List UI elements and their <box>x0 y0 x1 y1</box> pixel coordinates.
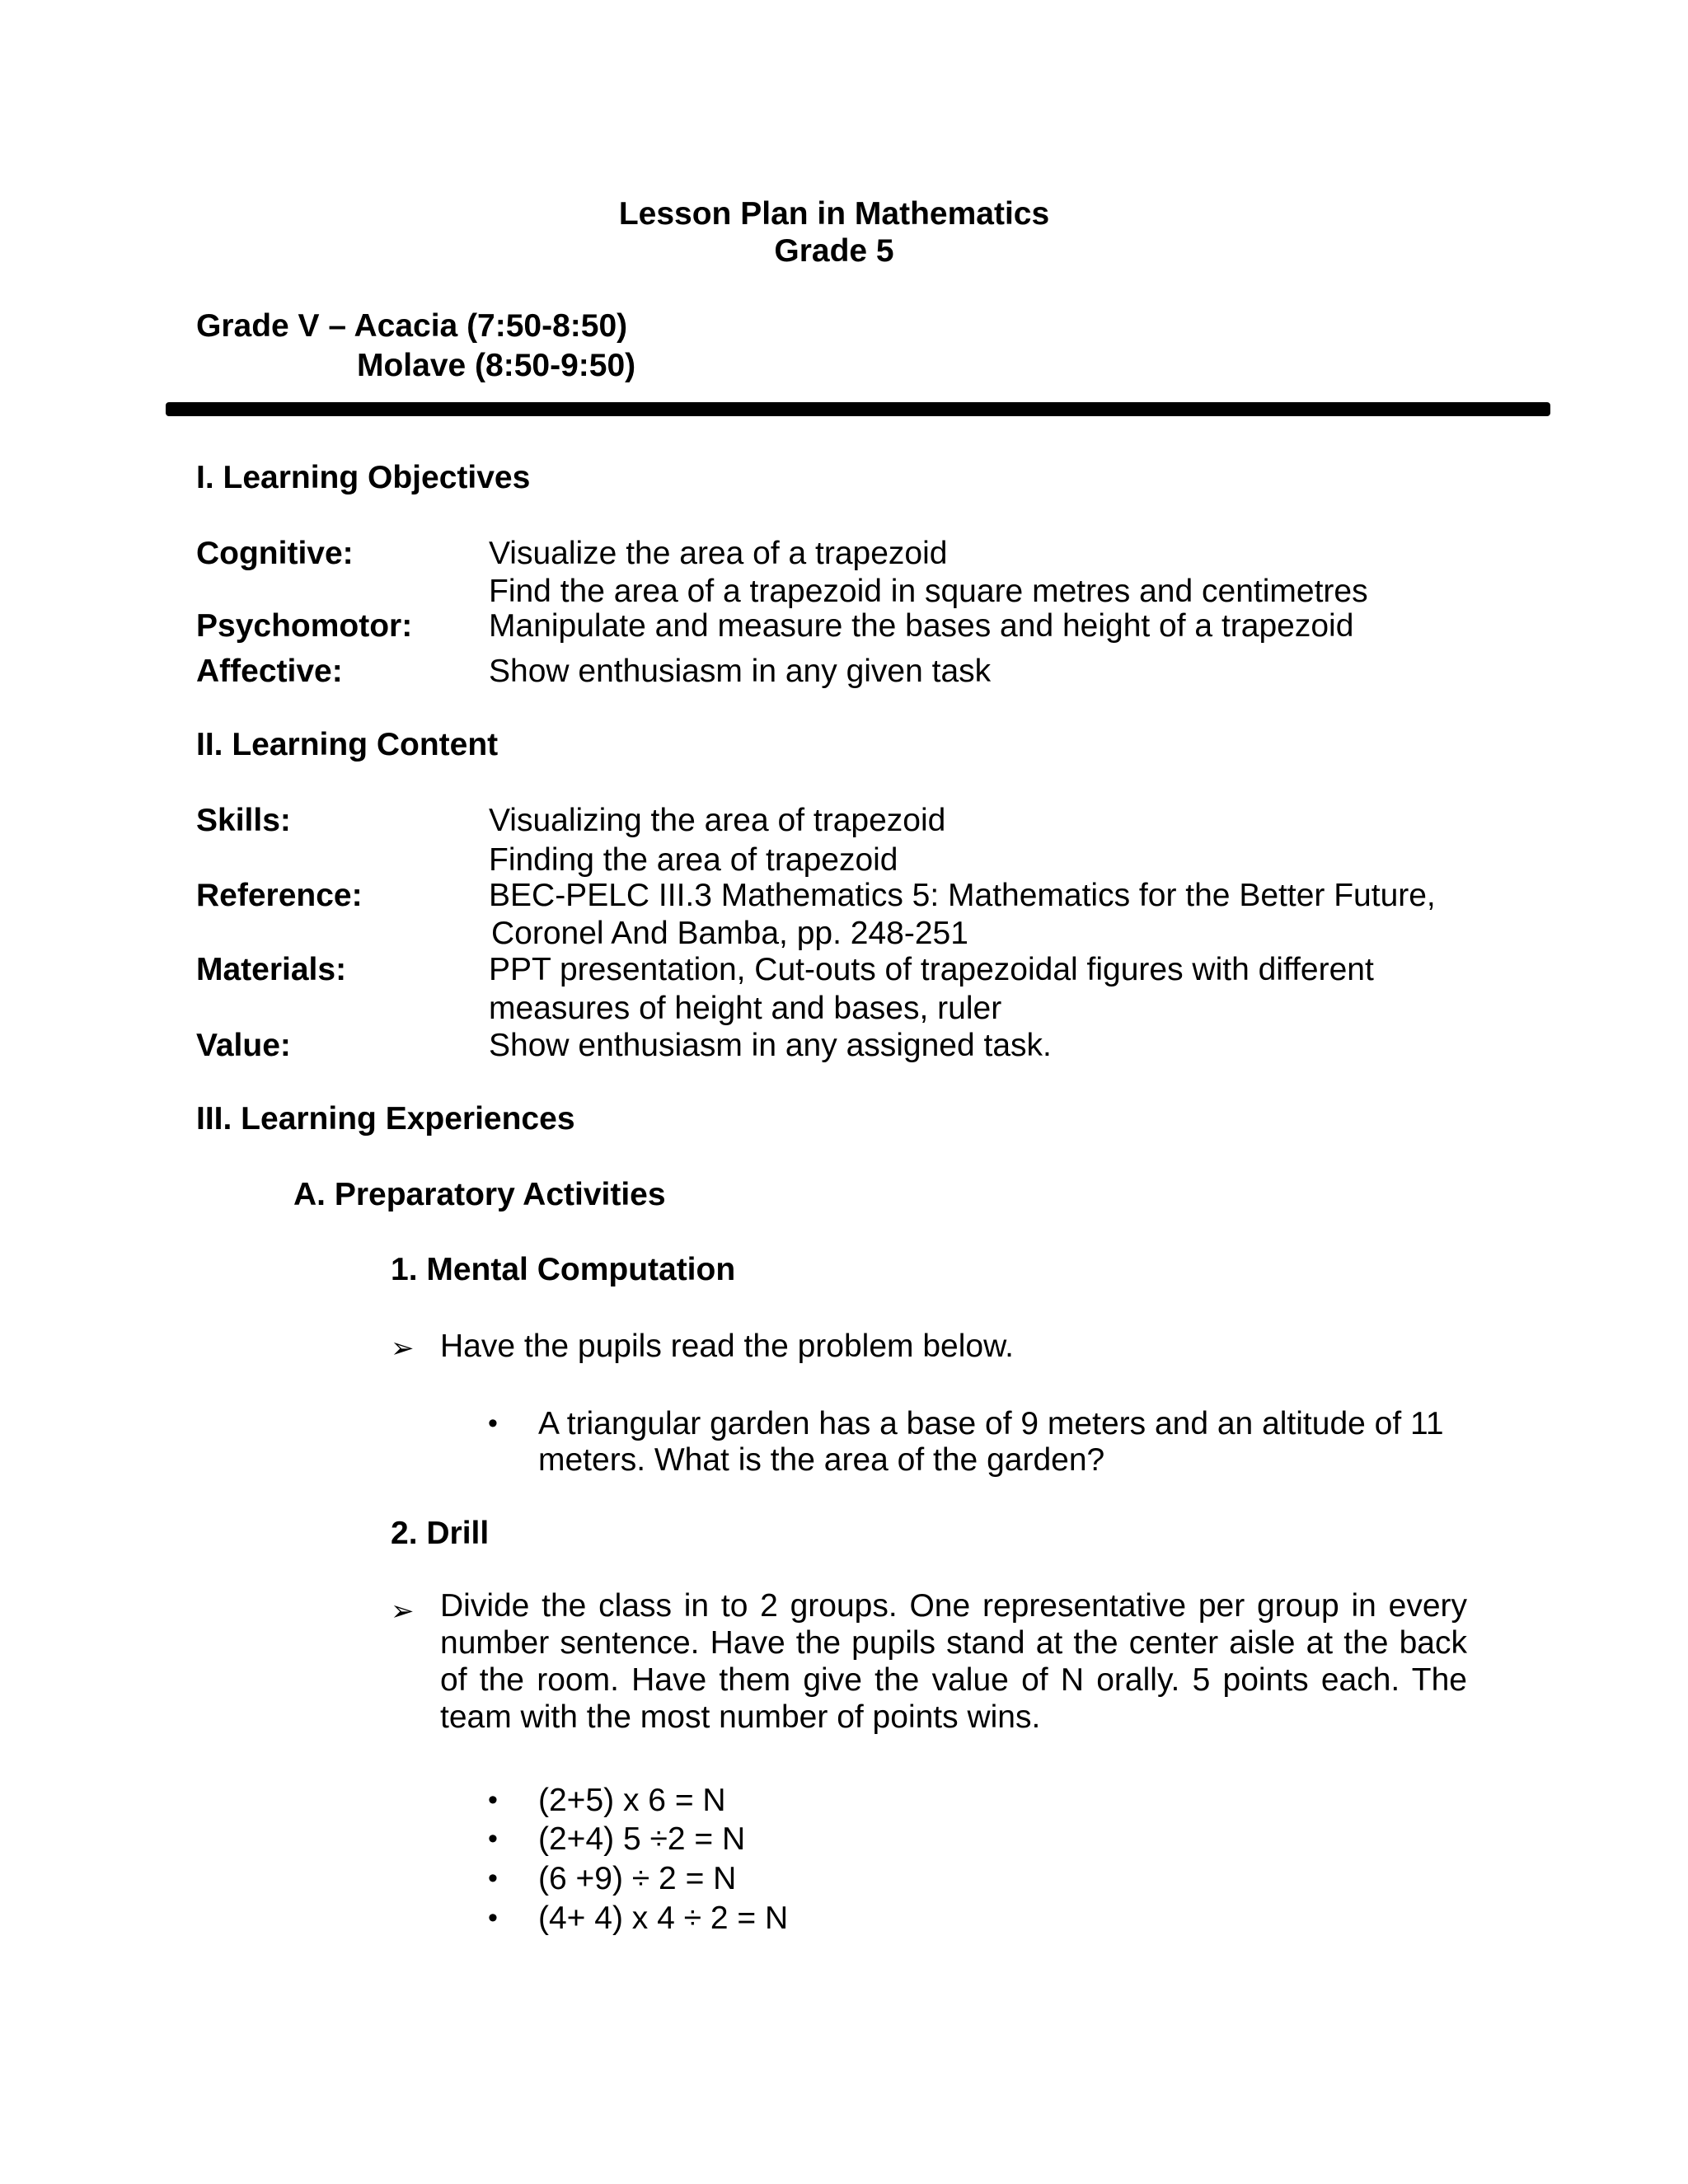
drill-instruction-line: Divide the class in to 2 groups. One representative per group in every <box>440 1588 1467 1624</box>
arrow-bullet-icon: ➢ <box>391 1333 415 1364</box>
drill-instruction-paragraph <box>440 1587 1467 1736</box>
label-value: Value: <box>196 1028 291 1063</box>
horizontal-rule <box>166 402 1550 416</box>
label-materials: Materials: <box>196 952 347 987</box>
item-heading-mental-computation: 1. Mental Computation <box>391 1252 736 1287</box>
value-materials-2: measures of height and bases, ruler <box>489 991 1002 1026</box>
drill-instruction-line: team with the most number of points wins. <box>440 1699 1041 1735</box>
dot-bullet-icon: • <box>488 1863 498 1894</box>
value-reference-2: Coronel And Bamba, pp. 248-251 <box>491 916 968 951</box>
section-heading-experiences: III. Learning Experiences <box>196 1101 575 1137</box>
dot-bullet-icon: • <box>488 1408 498 1439</box>
arrow-bullet-icon: ➢ <box>391 1596 415 1627</box>
value-skills-2: Finding the area of trapezoid <box>489 842 898 878</box>
schedule-line-1: Grade V – Acacia (7:50-8:50) <box>196 308 628 344</box>
value-cognitive-2: Find the area of a trapezoid in square metres and centimetres <box>489 574 1368 609</box>
value-cognitive-1: Visualize the area of a trapezoid <box>489 536 948 571</box>
value-affective: Show enthusiasm in any given task <box>489 654 992 689</box>
drill-instruction-line: number sentence. Have the pupils stand at the center aisle at the back <box>440 1625 1467 1661</box>
value-skills-1: Visualizing the area of trapezoid <box>489 803 946 838</box>
drill-item: (4+ 4) x 4 ÷ 2 = N <box>538 1900 789 1936</box>
instruction-mental-computation: Have the pupils read the problem below. <box>440 1329 1014 1364</box>
page-subtitle-grade: Grade 5 <box>774 233 894 269</box>
schedule-line-2: Molave (8:50-9:50) <box>357 348 636 383</box>
drill-instruction-line: of the room. Have them give the value of N orally. 5 points each. The <box>440 1662 1467 1698</box>
value-materials-1: PPT presentation, Cut-outs of trapezoidal figures with different <box>489 952 1374 987</box>
drill-item: (6 +9) ÷ 2 = N <box>538 1861 737 1896</box>
label-affective: Affective: <box>196 654 343 689</box>
label-psychomotor: Psychomotor: <box>196 608 413 644</box>
value-psychomotor: Manipulate and measure the bases and height of a trapezoid <box>489 608 1354 644</box>
drill-item: (2+5) x 6 = N <box>538 1783 726 1818</box>
dot-bullet-icon: • <box>488 1902 498 1933</box>
page-title: Lesson Plan in Mathematics <box>618 196 1050 232</box>
label-skills: Skills: <box>196 803 291 838</box>
subsection-heading-preparatory: A. Preparatory Activities <box>293 1177 666 1212</box>
item-heading-drill: 2. Drill <box>391 1516 490 1551</box>
section-heading-objectives: I. Learning Objectives <box>196 460 531 495</box>
section-heading-content: II. Learning Content <box>196 727 499 762</box>
value-reference-1: BEC-PELC III.3 Mathematics 5: Mathematics for the Better Future, <box>489 878 1436 913</box>
label-cognitive: Cognitive: <box>196 536 354 571</box>
problem-text-line-2: meters. What is the area of the garden? <box>538 1442 1105 1478</box>
dot-bullet-icon: • <box>488 1784 498 1816</box>
problem-text-line-1: A triangular garden has a base of 9 meters and an altitude of 11 <box>538 1406 1444 1441</box>
value-value: Show enthusiasm in any assigned task. <box>489 1028 1052 1063</box>
label-reference: Reference: <box>196 878 363 913</box>
dot-bullet-icon: • <box>488 1823 498 1854</box>
drill-item: (2+4) 5 ÷2 = N <box>538 1821 746 1857</box>
